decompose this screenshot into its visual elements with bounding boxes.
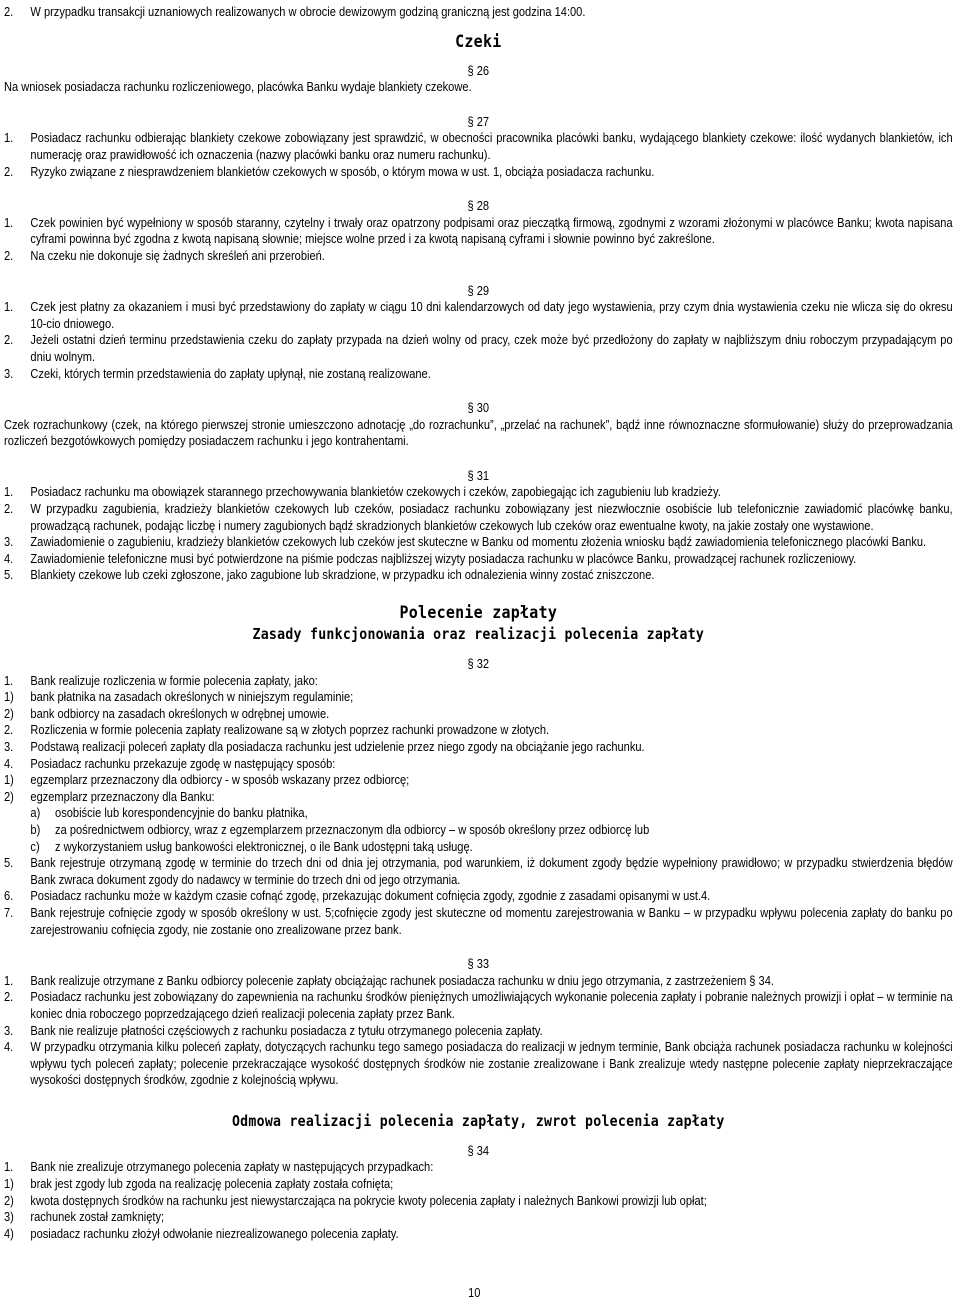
- paragraph-text: Czek rozrachunkowy (czek, na którego pierwszej stronie umieszczono adnotację „do rozrachunku”, „przelać na rachunek”, bądź inne równoznaczne sformułowanie) służy do przeprowadzania rozliczeń bezgotówkowych pomiędzy posiadaczem rachunku i jego kontrahentami.: [4, 417, 953, 449]
- list-item: 5. Blankiety czekowe lub czeki zgłoszone, jako zagubione lub skradzione, w przypadku ich odnalezienia winny zostać zniszczone.: [4, 568, 655, 583]
- list-subitem: 2) egzemplarz przeznaczony dla Banku:: [4, 789, 215, 804]
- list-item: 3. Bank nie realizuje płatności częściowych z rachunku posiadacza z tytułu otrzymanego polecenia zapłaty.: [4, 1023, 543, 1038]
- paragraph-sign: § 31: [467, 468, 490, 483]
- paragraph-sign: § 33: [467, 957, 490, 972]
- list-subitem: 2) kwota dostępnych środków na rachunku jest niewystarczająca na pokrycie kwoty polecenia zapłaty i należnych Bankowi prowizji lub opłat;: [4, 1193, 707, 1208]
- list-item: 6. Posiadacz rachunku może w każdym czasie cofnąć zgodę, przekazując dokument cofnięcia zgody, zgodnie z zasadami opisanymi w ust.4.: [4, 889, 711, 904]
- list-item: 2. Na czeku nie dokonuje się żadnych skreśleń ani przerobień.: [4, 248, 325, 263]
- list-item: 1. Bank realizuje otrzymane z Banku odbiorcy polecenie zapłaty obciążając rachunek posiadacza rachunku w dniu jego otrzymania, z zastrzeżeniem § 34.: [4, 973, 774, 988]
- list-item: 4. Zawiadomienie telefoniczne musi być potwierdzone na piśmie podczas najbliższej wizyty posiadacza rachunku w placówce Banku, prowadzącej rachunek rozliczeniowy.: [4, 551, 857, 566]
- list-item: 2. Ryzyko związane z niesprawdzeniem blankietów czekowych w sposób, o którym mowa w ust. 1, obciąża posiadacza rachunku.: [4, 164, 655, 179]
- page-number: 10: [468, 1286, 481, 1301]
- list-item: 1. Posiadacz rachunku ma obowiązek starannego przechowywania blankietów czekowych i czeków, zapobiegając ich zagubieniu lub kradzieży.: [4, 485, 721, 500]
- list-item: 1. Czek powinien być wypełniony w sposób staranny, czytelny i trwały oraz opatrzony podpisami oraz pieczątką firmową, zgodnymi z wzorami złożonymi w placówce Banku; kwota napisana cyframi powinna być zgodna z kwotą napisaną słownie; miejsce wolne przed i za kwotą napisaną cyframi i słownie powinno być zakreślone.: [4, 215, 953, 247]
- list-subitem: 3) rachunek został zamknięty;: [4, 1210, 165, 1225]
- list-item: 1. Czek jest płatny za okazaniem i musi być przedstawiony do zapłaty w ciągu 10 dni kalendarzowych od daty jego wystawienia, przy czym dnia wystawienia czeku nie wlicza się do okresu 10-cio dniowego.: [4, 300, 953, 331]
- list-item: 5. Bank rejestruje otrzymaną zgodę w terminie do trzech dni od dnia jej otrzymania, pod warunkiem, iż dokument zgody będzie wypełniony prawidłowo; w przypadku stwierdzenia błędów Bank zwraca dokument zgody do nadawcy w terminie do trzech dni od jego otrzymania.: [4, 856, 953, 887]
- paragraph-sign: § 30: [467, 401, 490, 416]
- list-item: 2. Posiadacz rachunku jest zobowiązany do zapewnienia na rachunku środków pieniężnych umożliwiających wykonanie polecenia zapłaty i pobranie należnych prowizji i opłat – w terminie na koniec dnia roboczego poprzedzającego dzień realizacji polecenia zapłaty przez Bank.: [4, 990, 953, 1021]
- paragraph-sign: § 32: [467, 657, 490, 672]
- list-item: 1. Posiadacz rachunku odbierając blankiety czekowe zobowiązany jest sprawdzić, w obecności pracownika placówki banku, wydającego blankiety czekowe: ilość wydanych blankietów, ich numerację oraz prawidłowość ich oznaczenia (nazwy placówki banku oraz numeru rachunku).: [4, 131, 953, 162]
- document-body: [4, 4, 953, 1242]
- paragraph-sign: § 28: [467, 199, 490, 214]
- list-item: 1. Bank nie zrealizuje otrzymanego polecenia zapłaty w następujących przypadkach:: [4, 1160, 434, 1175]
- list-letter-item: c) z wykorzystaniem usług bankowości elektronicznej, o ile Bank udostępni taką usługę.: [30, 839, 473, 854]
- section-title-polecenie: Polecenie zapłaty: [399, 603, 558, 624]
- section-title-odmowa: Odmowa realizacji polecenia zapłaty, zwrot polecenia zapłaty: [231, 1111, 725, 1130]
- list-letter-item: b) za pośrednictwem odbiorcy, wraz z egzemplarzem przeznaczonym dla odbiorcy – w sposób określony przez odbiorcę lub: [30, 822, 650, 837]
- list-subitem: 1) egzemplarz przeznaczony dla odbiorcy - w sposób wskazany przez odbiorcę;: [4, 773, 410, 788]
- section-subtitle-zasady: Zasady funkcjonowania oraz realizacji polecenia zapłaty: [252, 625, 705, 644]
- list-item: 2. W przypadku zagubienia, kradzieży blankietów czekowych lub czeków, posiadacz rachunku zobowiązany jest niezwłocznie osobiście lub telefonicznie zawiadomić placówkę banku, prowadzącą rachunek, podając liczbę i numery zagubionych bądź skradzionych blankietów czekowych lub czeków oraz ewentualne kwoty, na jakie zostały one wystawione.: [4, 502, 953, 533]
- list-item: 3. Podstawą realizacji poleceń zapłaty dla posiadacza rachunku jest udzielenie przez niego zgody na obciążanie jego rachunku.: [4, 740, 645, 754]
- list-item: 2. Jeżeli ostatni dzień terminu przedstawienia czeku do zapłaty przypada na dzień wolny od pracy, czek może być przedłożony do zapłaty w najbliższym dniu roboczym przypadającym po dniu wolnym.: [4, 333, 953, 364]
- list-subitem: 1) brak jest zgody lub zgoda na realizację polecenia zapłaty została cofnięta;: [4, 1177, 394, 1192]
- list-subitem: 4) posiadacz rachunku złożył odwołanie niezrealizowanego polecenia zapłaty.: [4, 1226, 399, 1241]
- paragraph-sign: § 34: [467, 1143, 490, 1158]
- paragraph-sign: § 26: [467, 63, 490, 78]
- list-item: 3. Czeki, których termin przedstawienia do zapłaty upłynął, nie zostaną realizowane.: [4, 366, 431, 381]
- list-item: 2. Rozliczenia w formie polecenia zapłaty realizowane są w złotych poprzez rachunki prowadzone w złotych.: [4, 723, 550, 738]
- paragraph-sign: § 27: [467, 114, 490, 129]
- section-title-czeki: Czeki: [455, 31, 502, 52]
- list-subitem: 2) bank odbiorcy na zasadach określonych w odrębnej umowie.: [4, 706, 330, 721]
- list-item: 7. Bank rejestruje cofnięcie zgody w sposób określony w ust. 5;cofnięcie zgody jest skuteczne od momentu zarejestrowania w Banku – w przypadku wpływu polecenia zapłaty do banku po zarejestrowaniu cofnięcia zgody, nie zostanie ono zrealizowane przez bank.: [4, 905, 953, 937]
- list-item: 4. W przypadku otrzymania kilku poleceń zapłaty, dotyczących rachunku tego samego posiadacza do realizacji w jednym terminie, Bank obciąża rachunek posiadacza rachunku w kolejności wpływu tych poleceń zapłaty; polecenie przekraczające wysokość dostępnych środków nie zostanie zrealizowane i Bank zrealizuje wtedy następne polecenie zapłaty nieprzekraczające wysokości dostępnych środków, zgodnie z kolejnością wpływu.: [4, 1040, 953, 1088]
- paragraph-sign: § 29: [467, 283, 490, 298]
- list-letter-item: a) osobiście lub korespondencyjnie do banku płatnika,: [30, 806, 308, 821]
- paragraph-text: Na wniosek posiadacza rachunku rozliczeniowego, placówka Banku wydaje blankiety czekowe.: [4, 80, 472, 95]
- list-subitem: 1) bank płatnika na zasadach określonych w niniejszym regulaminie;: [4, 690, 354, 705]
- list-item: 1. Bank realizuje rozliczenia w formie polecenia zapłaty, jako:: [4, 673, 318, 688]
- list-item: 4. Posiadacz rachunku przekazuje zgodę w następujący sposób:: [4, 756, 336, 771]
- list-item: 2. W przypadku transakcji uznaniowych realizowanych w obrocie dewizowym godziną graniczną jest godzina 14:00.: [4, 5, 586, 19]
- list-item: 3. Zawiadomienie o zagubieniu, kradzieży blankietów czekowych lub czeków jest skuteczne w Banku od momentu złożenia wniosku bądź zawiadomienia telefonicznego placówki Banku.: [4, 535, 927, 550]
